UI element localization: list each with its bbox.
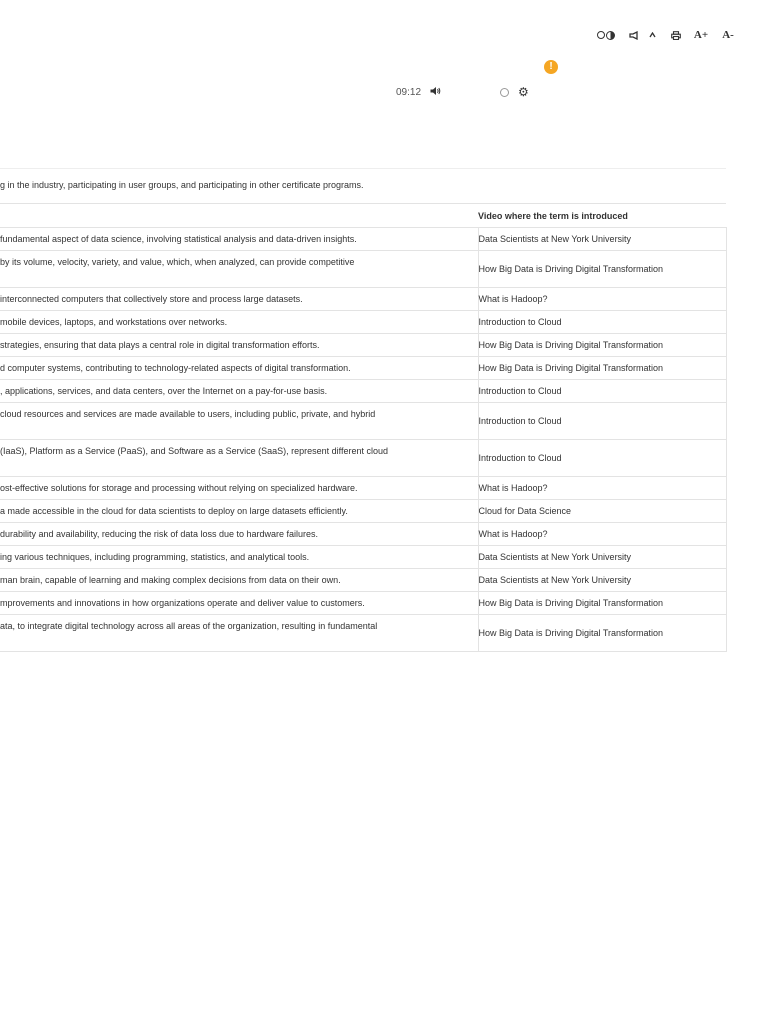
definition-text: cloud resources and services are made available to users, including public, private, and hybrid (0, 409, 376, 419)
video-cell: How Big Data is Driving Digital Transformation (478, 251, 726, 288)
printer-shape-icon (671, 31, 681, 40)
definition-text: mprovements and innovations in how organizations operate and deliver value to customers. (0, 598, 365, 608)
definition-cell (0, 546, 478, 569)
video-cell: How Big Data is Driving Digital Transformation (478, 592, 726, 615)
video-cell: What is Hadoop? (478, 523, 726, 546)
definition-cell (0, 311, 478, 334)
definition-cell (0, 228, 478, 251)
definition-text: ost-effective solutions for storage and processing without relying on specialized hardware. (0, 483, 358, 493)
video-cell: What is Hadoop? (478, 477, 726, 500)
audio-player (396, 86, 529, 98)
definition-cell (0, 288, 478, 311)
print-icon[interactable] (666, 31, 686, 40)
video-cell: Data Scientists at New York University (478, 546, 726, 569)
playback-time: 09:12 (396, 86, 422, 98)
table-row (0, 523, 726, 546)
definition-cell (0, 380, 478, 403)
definition-text: fundamental aspect of data science, involving statistical analysis and data-driven insights. (0, 234, 357, 244)
definition-text: durability and availability, reducing the risk of data loss due to hardware failures. (0, 529, 319, 539)
table-row (0, 334, 726, 357)
definition-text: , applications, services, and data centers, over the Internet on a pay-for-use basis. (0, 386, 328, 396)
definition-text: (IaaS), Platform as a Service (PaaS), and Software as a Service (SaaS), represent different cloud (0, 446, 389, 456)
definition-text: by its volume, velocity, variety, and value, which, when analyzed, can provide competitive (0, 257, 355, 267)
table-row (0, 440, 726, 477)
table-row (0, 592, 726, 615)
contrast-half-icon (606, 31, 615, 40)
table-row (0, 251, 726, 288)
video-cell: Data Scientists at New York University (478, 569, 726, 592)
definition-cell (0, 403, 478, 440)
definition-cell (0, 477, 478, 500)
video-cell: How Big Data is Driving Digital Transformation (478, 615, 726, 652)
video-cell: What is Hadoop? (478, 288, 726, 311)
definition-cell (0, 440, 478, 477)
video-column-header: Video where the term is introduced (478, 204, 726, 228)
announce-icon[interactable] (624, 31, 644, 40)
definition-cell (0, 251, 478, 288)
video-cell: How Big Data is Driving Digital Transformation (478, 334, 726, 357)
video-cell: Cloud for Data Science (478, 500, 726, 523)
video-cell: Data Scientists at New York University (478, 228, 726, 251)
table-header-row (0, 204, 726, 228)
table-row (0, 569, 726, 592)
definition-text: interconnected computers that collectively store and process large datasets. (0, 294, 303, 304)
intro-text (0, 180, 760, 194)
definition-cell (0, 357, 478, 380)
definition-text: ing various techniques, including programming, statistics, and analytical tools. (0, 552, 310, 562)
definition-cell (0, 523, 478, 546)
definition-cell (0, 615, 478, 652)
gear-icon[interactable]: ⚙ (518, 85, 529, 99)
table-row (0, 228, 726, 251)
definition-cell (0, 500, 478, 523)
video-cell: Introduction to Cloud (478, 380, 726, 403)
video-cell: Introduction to Cloud (478, 440, 726, 477)
definition-cell (0, 592, 478, 615)
definition-cell (0, 569, 478, 592)
video-cell: Introduction to Cloud (478, 311, 726, 334)
table-row (0, 311, 726, 334)
video-cell: How Big Data is Driving Digital Transformation (478, 357, 726, 380)
table-row (0, 357, 726, 380)
font-decrease-button[interactable]: A- (722, 29, 734, 41)
megaphone-icon (629, 31, 639, 40)
definition-text: strategies, ensuring that data plays a central role in digital transformation efforts. (0, 340, 320, 350)
definition-text: d computer systems, contributing to technology-related aspects of digital transformation. (0, 363, 351, 373)
table-row (0, 500, 726, 523)
table-row (0, 615, 726, 652)
speaker-shape-icon (430, 86, 441, 96)
caret-up-icon[interactable] (644, 32, 660, 38)
glossary-table (0, 203, 727, 652)
definition-text: mobile devices, laptops, and workstations over networks. (0, 317, 228, 327)
contrast-toggle-icon[interactable] (595, 31, 617, 40)
definition-cell (0, 334, 478, 357)
playback-toggle-radio[interactable] (500, 88, 509, 97)
table-row (0, 288, 726, 311)
accessibility-toolbar (595, 28, 738, 42)
volume-icon[interactable] (430, 86, 444, 99)
font-increase-button[interactable]: A+ (693, 29, 709, 41)
intro-text-content: g in the industry, participating in user groups, and participating in other certificate programs. (0, 180, 364, 190)
caret-shape-icon (649, 32, 656, 38)
definition-text: man brain, capable of learning and making complex decisions from data on their own. (0, 575, 341, 585)
definition-text: a made accessible in the cloud for data scientists to deploy on large datasets efficiently. (0, 506, 348, 516)
definition-column-header (0, 204, 478, 228)
section-divider (0, 168, 726, 169)
table-row (0, 477, 726, 500)
exclamation-icon[interactable]: ! (544, 60, 558, 74)
contrast-ring-icon (597, 31, 605, 39)
table-row (0, 403, 726, 440)
definition-text: ata, to integrate digital technology across all areas of the organization, resulting in fundamental (0, 621, 378, 631)
table-row (0, 380, 726, 403)
video-cell: Introduction to Cloud (478, 403, 726, 440)
table-row (0, 546, 726, 569)
